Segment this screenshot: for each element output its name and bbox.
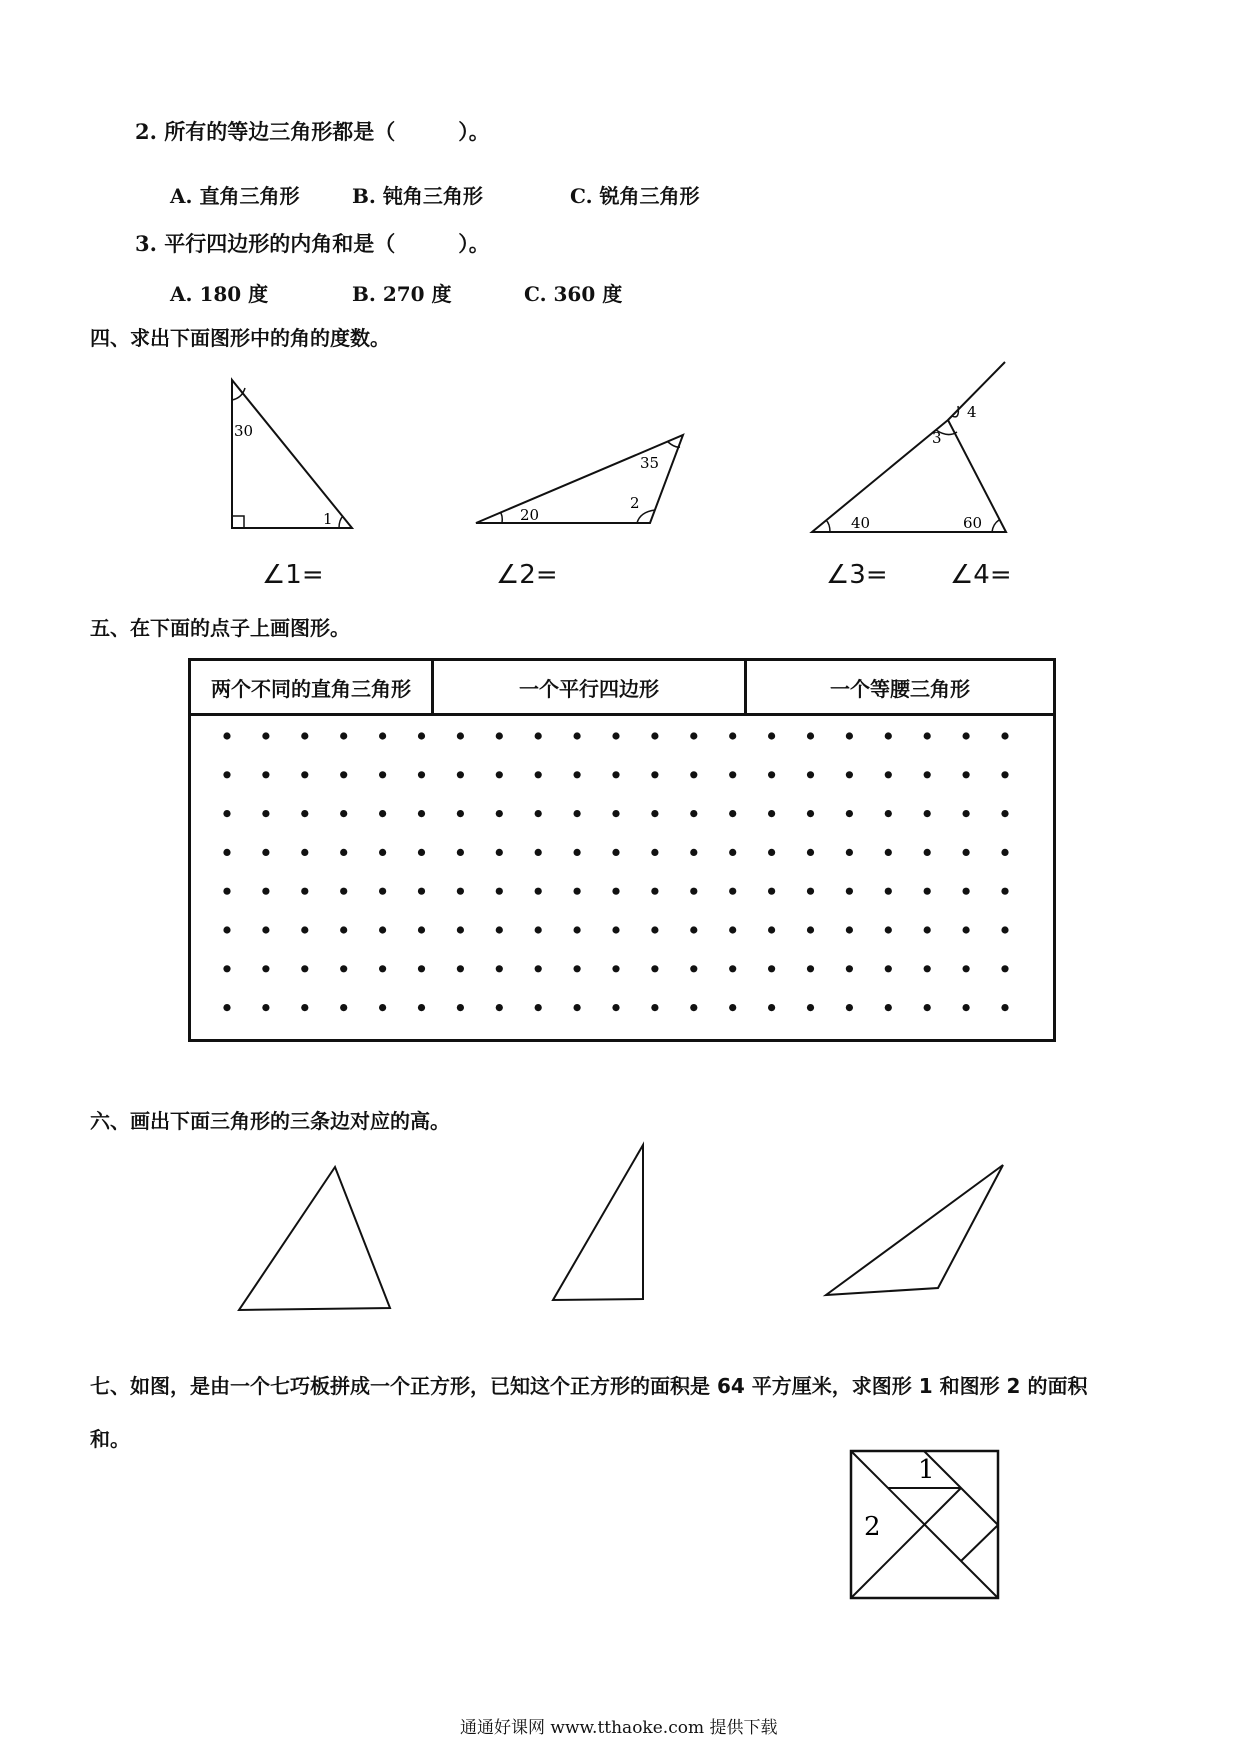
grid-dot xyxy=(535,926,542,933)
grid-dot xyxy=(535,1004,542,1011)
grid-dot xyxy=(612,888,619,895)
grid-dot xyxy=(885,849,892,856)
grid-dot xyxy=(768,965,775,972)
grid-dot xyxy=(301,926,308,933)
grid-dot xyxy=(612,732,619,739)
grid-dot xyxy=(924,732,931,739)
grid-dot xyxy=(379,965,386,972)
section-6-title: 六、画出下面三角形的三条边对应的高。 xyxy=(90,1109,450,1133)
grid-dot xyxy=(496,965,503,972)
grid-dot xyxy=(340,888,347,895)
grid-dot xyxy=(262,771,269,778)
grid-dot xyxy=(846,926,853,933)
grid-dot xyxy=(729,1004,736,1011)
grid-dot xyxy=(418,810,425,817)
grid-dot xyxy=(1001,888,1008,895)
grid-dot xyxy=(612,965,619,972)
grid-dot xyxy=(418,1004,425,1011)
grid-dot xyxy=(690,771,697,778)
grid-dot xyxy=(651,1004,658,1011)
question-3-stem: 3. 平行四边形的内角和是（ ）。 xyxy=(135,231,490,256)
grid-dot xyxy=(885,965,892,972)
fig3-angle-40-label: 40 xyxy=(851,514,871,532)
grid-dot xyxy=(496,810,503,817)
grid-dot xyxy=(768,888,775,895)
header-isosceles-triangle: 一个等腰三角形 xyxy=(747,661,1053,716)
grid-dot xyxy=(223,1004,230,1011)
grid-dot xyxy=(574,1004,581,1011)
grid-dot xyxy=(301,1004,308,1011)
grid-dot xyxy=(379,810,386,817)
grid-dot xyxy=(340,1004,347,1011)
grid-dot xyxy=(535,888,542,895)
grid-dot xyxy=(1001,810,1008,817)
dot-grid xyxy=(191,716,1053,1039)
grid-dot xyxy=(223,732,230,739)
grid-dot xyxy=(262,810,269,817)
fig1-angle-1-label: 1 xyxy=(323,510,333,528)
grid-dot xyxy=(612,1004,619,1011)
triangle-figure-2 xyxy=(476,435,683,524)
grid-dot xyxy=(690,965,697,972)
grid-dot xyxy=(379,1004,386,1011)
grid-dot xyxy=(340,965,347,972)
grid-dot xyxy=(379,732,386,739)
grid-dot xyxy=(690,1004,697,1011)
grid-dot xyxy=(768,1004,775,1011)
section-7-title: 七、如图，是由一个七巧板拼成一个正方形，已知这个正方形的面积是 64 平方厘米，求图形 1 和图形 2 的面积 xyxy=(90,1374,1088,1398)
grid-dot xyxy=(885,771,892,778)
grid-dot xyxy=(924,926,931,933)
grid-dot xyxy=(768,926,775,933)
grid-dot xyxy=(963,926,970,933)
dot-grid-table xyxy=(188,658,1056,1042)
triangle-obtuse xyxy=(826,1165,1003,1295)
header-right-triangles: 两个不同的直角三角形 xyxy=(191,661,434,716)
grid-dot xyxy=(651,732,658,739)
grid-dot xyxy=(963,849,970,856)
angle-2-answer: ∠2= xyxy=(496,560,558,590)
q3-option-c: C. 360 度 xyxy=(524,282,623,306)
grid-dot xyxy=(574,926,581,933)
grid-dot xyxy=(885,732,892,739)
grid-dot xyxy=(301,810,308,817)
grid-dot xyxy=(1001,1004,1008,1011)
grid-dot xyxy=(612,849,619,856)
grid-dot xyxy=(496,732,503,739)
grid-dot xyxy=(1001,965,1008,972)
grid-dot xyxy=(340,849,347,856)
grid-dot xyxy=(535,965,542,972)
grid-dot xyxy=(846,965,853,972)
grid-dot xyxy=(846,1004,853,1011)
grid-dot xyxy=(651,849,658,856)
grid-dot xyxy=(457,732,464,739)
tangram-square xyxy=(840,1440,1010,1610)
grid-dot xyxy=(963,965,970,972)
triangle-figure-1 xyxy=(232,380,352,528)
grid-dot xyxy=(651,965,658,972)
grid-dot xyxy=(574,888,581,895)
grid-dot xyxy=(457,926,464,933)
grid-dot xyxy=(807,1004,814,1011)
grid-dot xyxy=(262,1004,269,1011)
grid-dot xyxy=(535,732,542,739)
grid-dot xyxy=(379,771,386,778)
grid-dot xyxy=(574,965,581,972)
grid-dot xyxy=(729,965,736,972)
fig3-angle-4-label: 4 xyxy=(967,403,977,421)
grid-dot xyxy=(885,1004,892,1011)
grid-dot xyxy=(807,888,814,895)
grid-dot xyxy=(729,732,736,739)
grid-dot xyxy=(379,888,386,895)
grid-dot xyxy=(496,1004,503,1011)
triangle-right xyxy=(553,1145,643,1300)
grid-dot xyxy=(963,1004,970,1011)
grid-dot xyxy=(768,849,775,856)
height-triangles xyxy=(0,1140,1240,1320)
grid-dot xyxy=(768,732,775,739)
grid-dot xyxy=(807,926,814,933)
grid-dot xyxy=(379,849,386,856)
grid-dot xyxy=(457,810,464,817)
grid-dot xyxy=(496,888,503,895)
grid-dot xyxy=(690,810,697,817)
grid-dot xyxy=(768,771,775,778)
grid-dot xyxy=(262,732,269,739)
grid-dot xyxy=(768,810,775,817)
fig3-angle-3-label: 3 xyxy=(932,429,942,447)
grid-dot xyxy=(729,849,736,856)
angle-1-answer: ∠1= xyxy=(262,560,324,590)
grid-dot xyxy=(1001,732,1008,739)
grid-dot xyxy=(262,888,269,895)
grid-dot xyxy=(612,926,619,933)
grid-dot xyxy=(690,732,697,739)
grid-dot xyxy=(301,732,308,739)
grid-dot xyxy=(924,771,931,778)
grid-dot xyxy=(846,849,853,856)
grid-dot xyxy=(457,1004,464,1011)
grid-dot xyxy=(846,732,853,739)
grid-dot xyxy=(301,849,308,856)
grid-dot xyxy=(340,771,347,778)
grid-dot xyxy=(807,810,814,817)
grid-dot xyxy=(1001,926,1008,933)
grid-dot xyxy=(924,965,931,972)
grid-dot xyxy=(846,771,853,778)
grid-dot xyxy=(574,771,581,778)
angle-figures xyxy=(0,360,1240,590)
grid-dot xyxy=(301,965,308,972)
grid-dot xyxy=(1001,849,1008,856)
q2-option-a: A. 直角三角形 xyxy=(170,184,300,208)
grid-dot xyxy=(612,810,619,817)
grid-dot xyxy=(807,771,814,778)
q3-option-b: B. 270 度 xyxy=(352,282,452,306)
grid-dot xyxy=(340,810,347,817)
grid-dot xyxy=(340,926,347,933)
fig2-angle-20-label: 20 xyxy=(520,506,540,524)
tangram-label-1: 1 xyxy=(918,1455,935,1485)
grid-dot xyxy=(885,888,892,895)
grid-dot xyxy=(651,926,658,933)
grid-dot xyxy=(963,810,970,817)
grid-dot xyxy=(535,771,542,778)
grid-dot xyxy=(262,965,269,972)
grid-dot xyxy=(651,888,658,895)
grid-dot xyxy=(729,810,736,817)
grid-dot xyxy=(496,926,503,933)
grid-dot xyxy=(457,888,464,895)
grid-dot xyxy=(418,771,425,778)
q3-option-a: A. 180 度 xyxy=(170,282,269,306)
grid-dot xyxy=(301,771,308,778)
grid-dot xyxy=(885,926,892,933)
grid-dot xyxy=(807,849,814,856)
grid-dot xyxy=(262,849,269,856)
grid-dot xyxy=(924,810,931,817)
footer-credit: 通通好课网 www.tthaoke.com 提供下载 xyxy=(460,1718,778,1738)
grid-dot xyxy=(807,965,814,972)
grid-dot xyxy=(457,965,464,972)
grid-dot xyxy=(223,965,230,972)
grid-dot xyxy=(223,771,230,778)
grid-dot xyxy=(729,888,736,895)
grid-dot xyxy=(418,888,425,895)
grid-dot xyxy=(574,849,581,856)
grid-dot xyxy=(690,926,697,933)
triangle-figure-3 xyxy=(812,362,1006,532)
question-2-stem: 2. 所有的等边三角形都是（ ）。 xyxy=(135,119,490,144)
angle-3-answer: ∠3= xyxy=(826,560,888,590)
grid-dot xyxy=(924,1004,931,1011)
grid-dot xyxy=(418,926,425,933)
grid-dot xyxy=(418,965,425,972)
grid-dot xyxy=(535,849,542,856)
grid-dot xyxy=(223,849,230,856)
grid-dot xyxy=(807,732,814,739)
grid-dot xyxy=(496,849,503,856)
grid-dot xyxy=(924,849,931,856)
grid-dot xyxy=(535,810,542,817)
grid-dot xyxy=(963,888,970,895)
grid-dot xyxy=(729,926,736,933)
grid-dot xyxy=(223,810,230,817)
angle-4-answer: ∠4= xyxy=(950,560,1012,590)
grid-dot xyxy=(963,771,970,778)
grid-dot xyxy=(729,771,736,778)
grid-dot xyxy=(301,888,308,895)
section-4-title: 四、求出下面图形中的角的度数。 xyxy=(90,326,390,350)
grid-dot xyxy=(457,771,464,778)
q2-option-c: C. 锐角三角形 xyxy=(570,184,700,208)
fig3-angle-60-label: 60 xyxy=(963,514,983,532)
grid-dot xyxy=(574,732,581,739)
grid-dot xyxy=(963,732,970,739)
section-7-title-continued: 和。 xyxy=(90,1427,130,1451)
grid-dot xyxy=(223,888,230,895)
section-5-title: 五、在下面的点子上画图形。 xyxy=(90,616,350,640)
grid-dot xyxy=(1001,771,1008,778)
grid-dot xyxy=(690,888,697,895)
grid-dot xyxy=(690,849,697,856)
triangle-acute xyxy=(239,1167,390,1310)
grid-dot xyxy=(418,732,425,739)
header-parallelogram: 一个平行四边形 xyxy=(434,661,747,716)
grid-dot xyxy=(418,849,425,856)
grid-dot xyxy=(457,849,464,856)
grid-dot xyxy=(379,926,386,933)
grid-dot xyxy=(846,888,853,895)
fig2-angle-35-label: 35 xyxy=(640,454,660,472)
grid-dot xyxy=(262,926,269,933)
q2-option-b: B. 钝角三角形 xyxy=(352,184,483,208)
grid-dot xyxy=(651,810,658,817)
tangram-label-2: 2 xyxy=(864,1512,881,1542)
grid-dot xyxy=(924,888,931,895)
grid-dot xyxy=(223,926,230,933)
grid-dot xyxy=(496,771,503,778)
grid-dot xyxy=(885,810,892,817)
grid-dot xyxy=(340,732,347,739)
grid-dot xyxy=(612,771,619,778)
fig1-angle-top-label: 30 xyxy=(234,422,254,440)
fig2-angle-2-label: 2 xyxy=(630,494,640,512)
grid-dot xyxy=(651,771,658,778)
grid-dot xyxy=(846,810,853,817)
grid-dot xyxy=(574,810,581,817)
